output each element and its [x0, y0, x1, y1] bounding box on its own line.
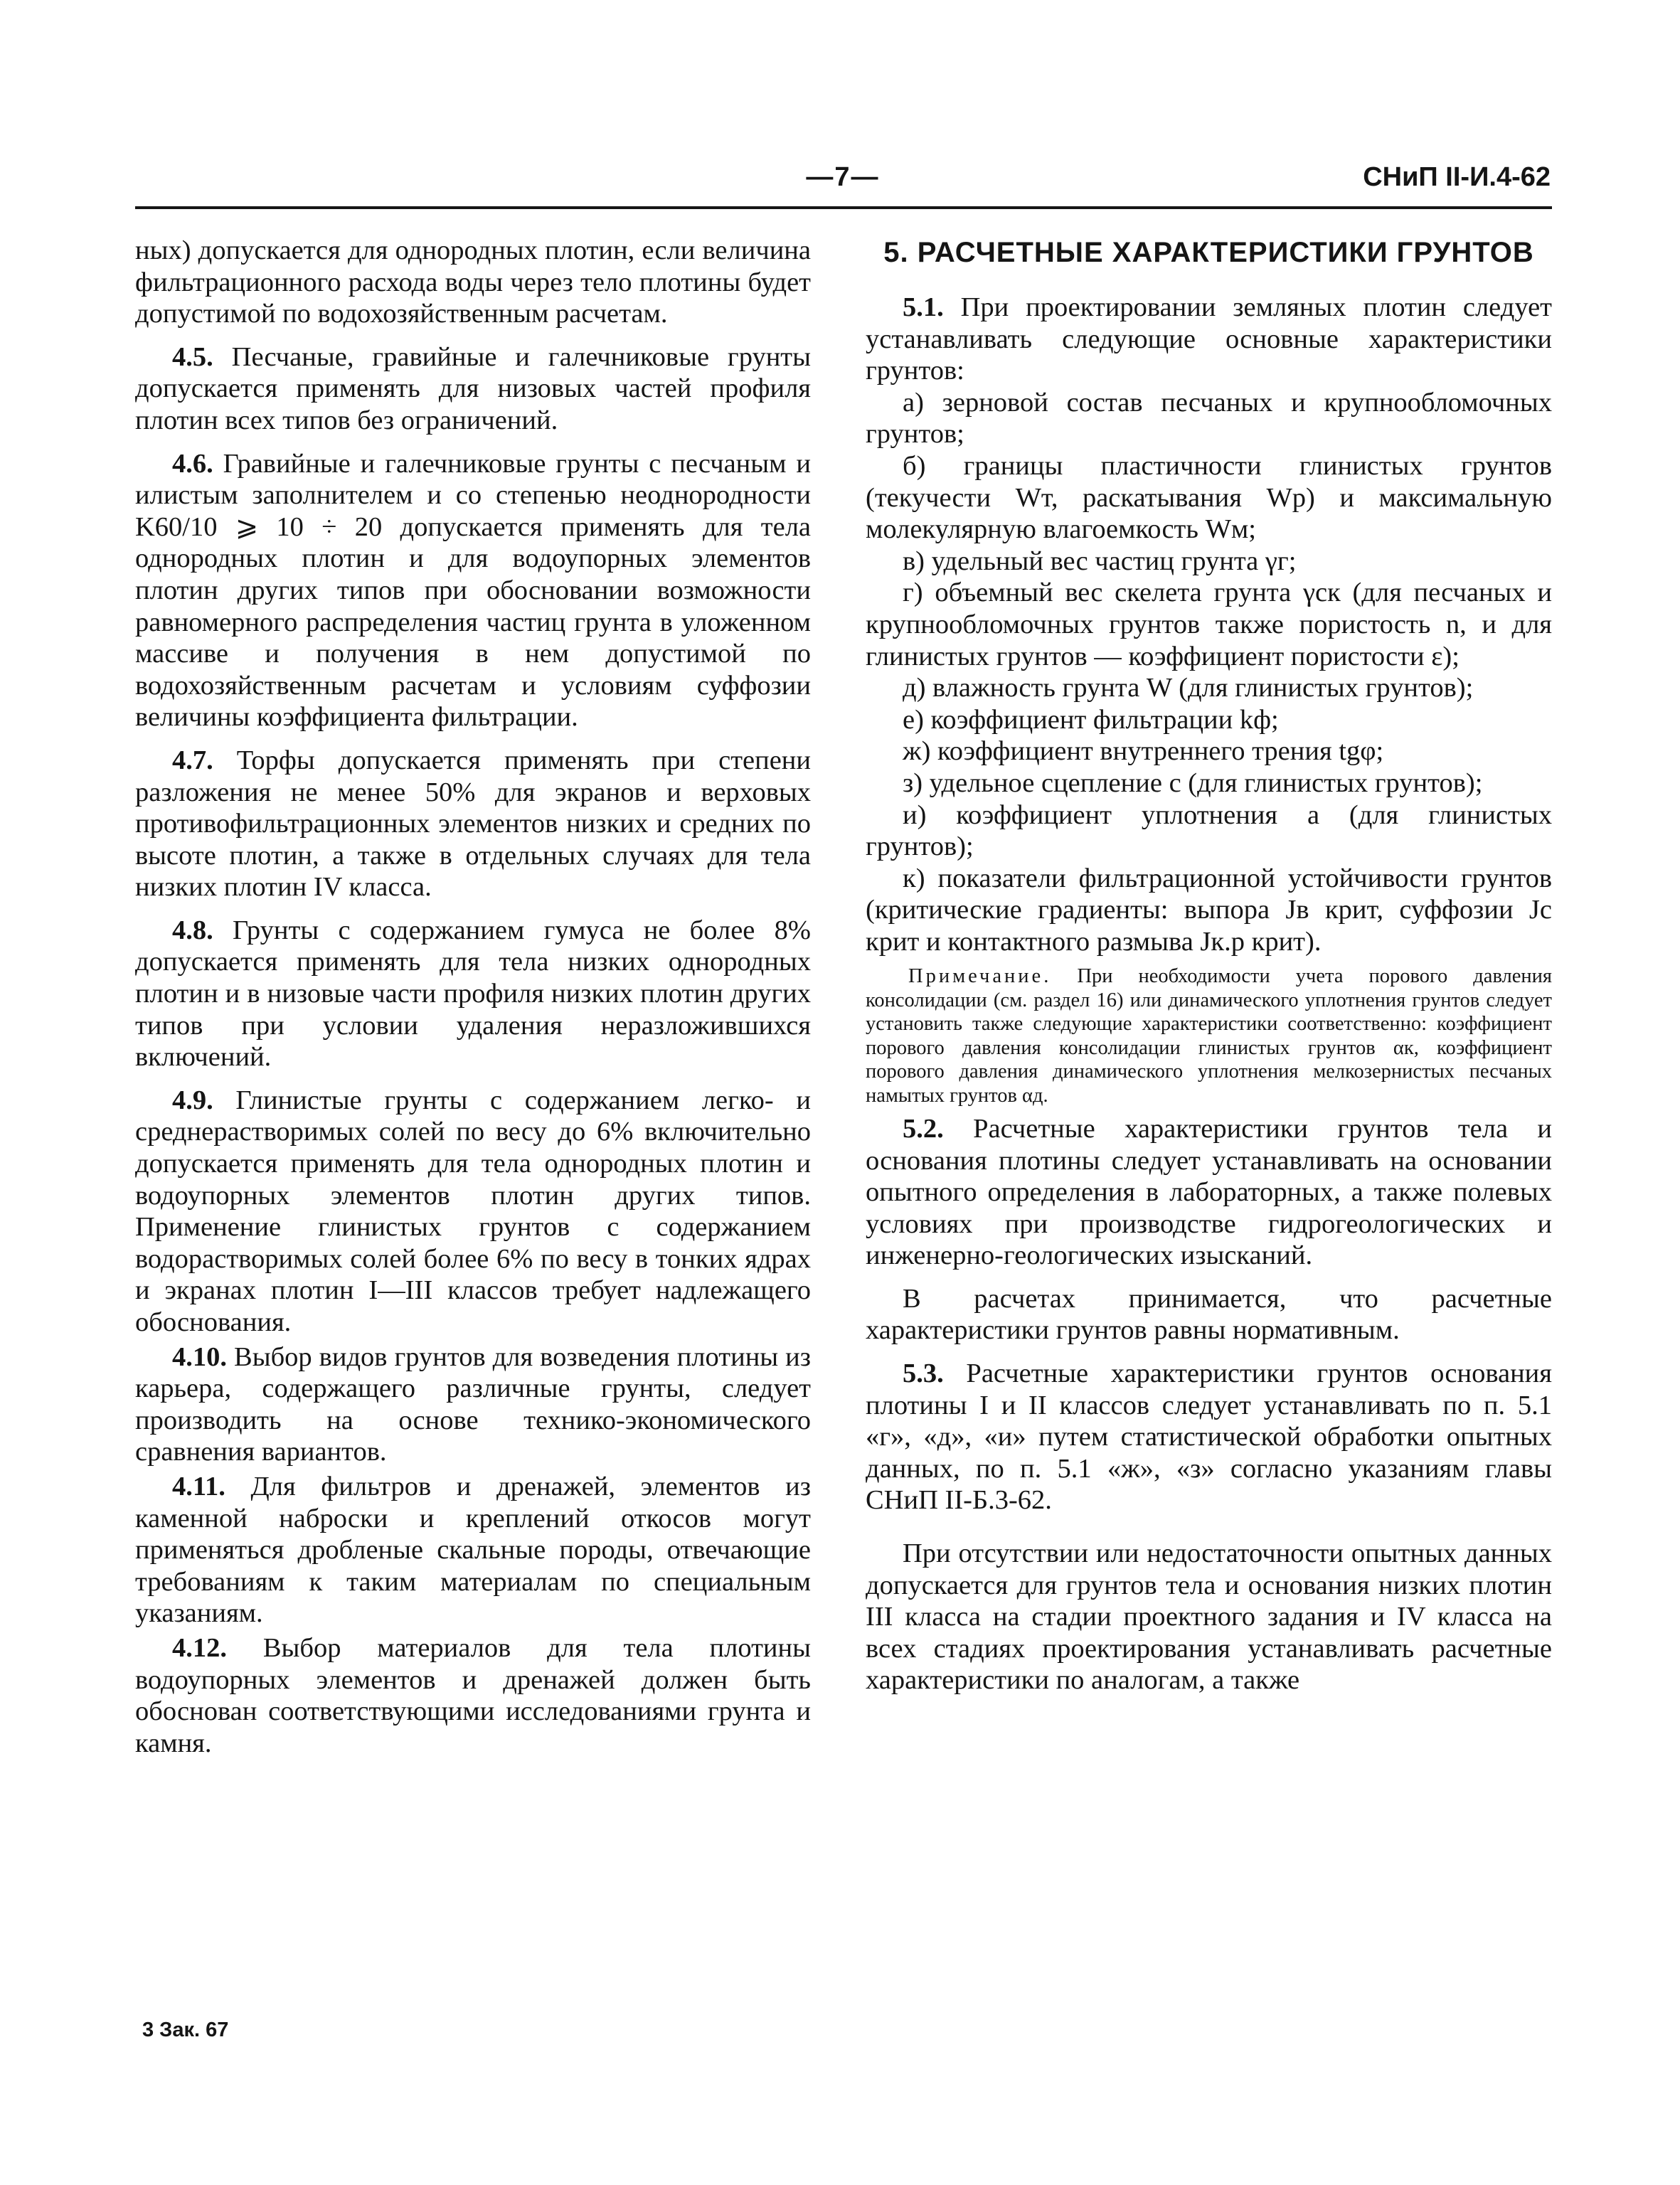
clause-number: 4.7.	[172, 745, 213, 775]
clause-4-7	[135, 745, 811, 903]
clause-text: Выбор материалов для тела плотины водоупорных элементов и дренажей должен быть обоснован соответствующими исследованиями грунта и камня.	[135, 1632, 812, 1758]
note-label: Примечание.	[908, 965, 1052, 988]
clause-text: Гравийные и галечниковые грунты с песчаным и илистым заполнителем и со степенью неоднородности K60/10 ⩾ 10 ÷ 20 допускается применять для тела однородных плотин и для водоупорных элементов плотин других типов при обосновании возможности равномерного распределения частиц грунта в уложенном массиве и получения в нем допустимой по водохозяйственным расчетам и условиям суффозии величины коэффициента фильтрации.	[135, 448, 811, 733]
header-divider	[135, 206, 1552, 209]
clause-number: 5.3.	[903, 1359, 944, 1389]
list-item: и) коэффициент уплотнения a (для глинистых грунтов);	[866, 799, 1552, 862]
clause-4-12	[135, 1632, 811, 1759]
clause-5-3	[866, 1358, 1552, 1516]
document-code: СНиП II-И.4-62	[1363, 162, 1551, 192]
clause-text: Торфы допускается применять при степени разложения не менее 50% для экранов и верховых противофильтрационных элементов низких и средних по высоте плотин, а также в отдельных случаях для тела низких плотин IV класса.	[135, 745, 812, 903]
paragraph: В расчетах принимается, что расчетные характеристики грунтов равны нормативным.	[866, 1283, 1552, 1346]
clause-5-1	[866, 292, 1552, 387]
page-header	[135, 162, 1551, 205]
clause-4-9	[135, 1085, 811, 1339]
right-column	[866, 235, 1552, 1696]
clause-text: Грунты с содержанием гумуса не более 8% допускается применять для тела низких однородных плотин и в низовые части профиля низких плотин других типов при условии удаления неразложившихся включений.	[135, 915, 811, 1073]
clause-number: 4.12.	[172, 1632, 227, 1663]
clause-number: 4.6.	[172, 448, 213, 479]
clause-number: 4.8.	[172, 915, 213, 945]
clause-text: Песчаные, гравийные и галечниковые грунты допускается применять для низовых частей профиля плотин всех типов без ограничений.	[135, 341, 811, 435]
paragraph: При отсутствии или недостаточности опытных данных допускается для грунтов тела и основания низких плотин III класса на стадии проектного задания и IV класса на всех стадиях проектирования устанавливать расчетные характеристики по аналогам, а также	[866, 1538, 1552, 1696]
clause-number: 4.10.	[172, 1341, 227, 1372]
clause-text: Выбор видов грунтов для возведения плотины из карьера, содержащего различные грунты, следует производить на основе технико-экономического сравнения вариантов.	[135, 1341, 811, 1467]
clause-4-10	[135, 1341, 811, 1468]
clause-number: 4.11.	[172, 1471, 225, 1501]
continued-paragraph: ных) допускается для однородных плотин, если величина фильтрационного расхода воды через тело плотины будет допустимой по водохозяйственным расчетам.	[135, 235, 811, 329]
clause-text: При проектировании земляных плотин следует устанавливать следующие основные характеристики грунтов:	[866, 292, 1552, 386]
page-number: —7—	[806, 162, 880, 192]
list-item: е) коэффициент фильтрации kф;	[903, 704, 1279, 735]
clause-number: 5.2.	[903, 1113, 944, 1144]
clause-4-8	[135, 915, 811, 1073]
list-item: ж) коэффициент внутреннего трения tgφ;	[903, 736, 1384, 767]
print-mark: 3 Зак. 67	[142, 2019, 229, 2041]
clause-text: Расчетные характеристики грунтов основания плотины I и II классов следует устанавливать по п. 5.1 «г», «д», «и» путем статистической обработки опытных данных, по п. 5.1 «ж», «з» согласно указаниям главы СНиП II-Б.3-62.	[866, 1359, 1552, 1516]
clause-4-6	[135, 448, 811, 733]
list-item: к) показатели фильтрационной устойчивости грунтов (критические градиенты: выпора Jв крит, суффозии Jс крит и контактного размыва Jк.р крит).	[866, 863, 1552, 957]
list-item: г) объемный вес скелета грунта γск (для песчаных и крупнообломочных грунтов также пористость n, и для глинистых грунтов — коэффициент пористости ε);	[866, 578, 1552, 671]
clause-number: 4.5.	[172, 341, 213, 372]
clause-text: Расчетные характеристики грунтов тела и основания плотины следует устанавливать на основании опытного определения в лабораторных, а также полевых условиях при производстве гидрогеологических и инженерно-геологических изысканий.	[866, 1113, 1553, 1271]
clause-4-11	[135, 1471, 811, 1630]
note-text: При необходимости учета порового давления консолидации (см. раздел 16) или динамического уплотнения грунтов следует установить также следующие характеристики соответственно: коэффициент порового давления консолидации глинистых грунтов αк, коэффициент порового давления динамического уплотнения мелкозернистых песчаных намытых грунтов αд.	[866, 965, 1553, 1107]
clause-text: Для фильтров и дренажей, элементов из каменной наброски и креплений откосов могут применяться дробленые скальные породы, отвечающие требованиям к таким материалам по специальным указаниям.	[135, 1471, 811, 1629]
clause-4-5	[135, 341, 811, 437]
list-item: д) влажность грунта W (для глинистых грунтов);	[903, 673, 1474, 703]
clause-number: 5.1.	[903, 292, 944, 322]
list-item: з) удельное сцепление c (для глинистых грунтов);	[903, 767, 1483, 798]
clause-number: 4.9.	[172, 1085, 213, 1115]
left-column	[135, 235, 811, 1759]
section-title: 5. РАСЧЕТНЫЕ ХАРАКТЕРИСТИКИ ГРУНТОВ	[883, 237, 1534, 268]
clause-5-2	[866, 1113, 1552, 1272]
list-item: в) удельный вес частиц грунта γг;	[903, 546, 1297, 576]
clause-text: Глинистые грунты с содержанием легко- и среднерастворимых солей по весу до 6% включительно допускается применять для тела однородных плотин и водоупорных элементов плотин других типов. Применение глинистых грунтов с содержанием водорастворимых солей более 6% по весу в тонких ядрах и экранах плотин I—III классов требует надлежащего обоснования.	[135, 1085, 811, 1337]
list-item: а) зерновой состав песчаных и крупнообломочных грунтов;	[866, 387, 1552, 450]
list-item: б) границы пластичности глинистых грунтов (текучести Wт, раскатывания Wр) и максимальную молекулярную влагоемкость Wм;	[866, 450, 1552, 545]
note	[866, 964, 1552, 1107]
